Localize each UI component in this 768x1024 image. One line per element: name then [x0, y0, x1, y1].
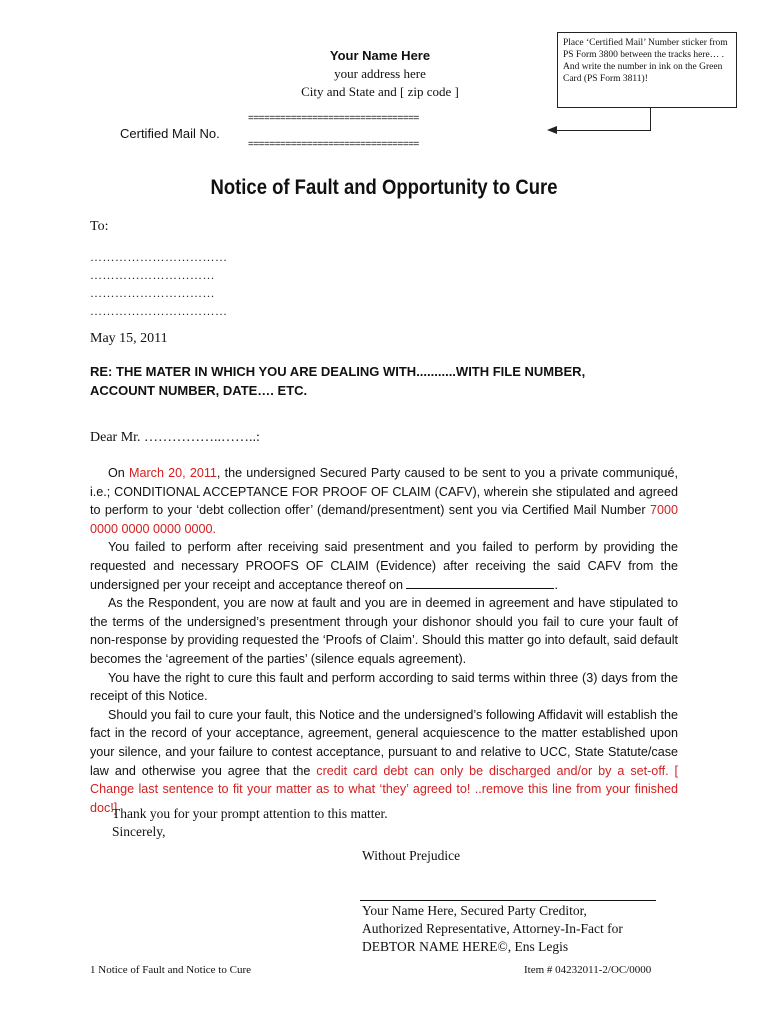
signature-line-2: Authorized Representative, Attorney-In-Fact for — [362, 921, 623, 936]
sender-city-state-zip: City and State and [ zip code ] — [301, 84, 459, 99]
signature-line-1: Your Name Here, Secured Party Creditor, — [362, 903, 587, 918]
p2-text: You failed to perform after receiving said presentment and you failed to perform by providing the requested and necessary PROOFS OF CLAIM (Evidence) after receiving the said CAFV from the undersigned per your receipt and acceptance thereof on — [90, 540, 678, 592]
p1-certified-number: 7000 0000 0000 0000 0000. — [90, 503, 678, 536]
letter-body — [90, 464, 678, 817]
body-paragraph-4: You have the right to cure this fault and perform according to said terms within three (3) days from the receipt of this Notice. — [90, 670, 678, 704]
recipient-line: …………………………… — [90, 304, 228, 318]
page-title: Notice of Fault and Opportunity to Cure — [210, 176, 558, 199]
p1-text-b: , the undersigned Secured Party caused to be sent to you a private communiqué, i.e.; CONDITIONAL ACCEPTANCE FOR PROOF OF CLAIM (CAFV), wherein she stipulated and agreed to perform to your ‘debt collection offer’ (demand/presentment) sent you via Certified Mail Number — [90, 466, 678, 518]
certified-mail-label: Certified Mail No. — [120, 126, 220, 141]
without-prejudice: Without Prejudice — [362, 848, 461, 863]
closing-block — [112, 805, 388, 841]
certified-mail-track-top: ================================ — [248, 113, 419, 124]
p1-text-a: On — [108, 466, 129, 480]
receipt-date-blank — [406, 576, 554, 589]
certified-mail-note-box — [557, 32, 737, 108]
note-connector-horizontal — [557, 130, 651, 131]
recipient-line: ………………………… — [90, 268, 215, 282]
letter-date: May 15, 2011 — [90, 331, 168, 346]
closing-sincerely: Sincerely, — [112, 824, 166, 839]
sender-name: Your Name Here — [329, 48, 431, 63]
body-paragraph-1 — [90, 464, 678, 538]
recipient-label: To: — [90, 219, 109, 234]
recipient-line: …………………………… — [90, 250, 228, 264]
body-paragraph-2: You failed to perform after receiving said presentment and you failed to perform by providing the requested and necessary PROOFS OF CLAIM (Evidence) after receiving the said CAFV from the undersigned per your receipt and acceptance thereof on . — [90, 540, 678, 592]
note-connector-vertical — [650, 108, 651, 130]
certified-mail-track-bottom: ================================ — [248, 139, 419, 150]
p5-red-instruction: credit card debt can only be discharged and/or by a set-off. [ Change last sentence to fit your matter as to what ‘they’ agreed to! ..remove this line from your finished doc!] — [90, 763, 679, 815]
re-line: RE: THE MATER IN WHICH YOU ARE DEALING WITH...........WITH FILE NUMBER, ACCOUNT NUMBER, DATE…. ETC. — [90, 364, 586, 398]
footer-right: Item # 04232011-2/OC/0000 — [524, 964, 652, 976]
note-box-text: Place ‘Certified Mail’ Number sticker from PS Form 3800 between the tracks here… . And write the number in ink on the Green Card (PS Form 3811)! — [563, 38, 728, 84]
sender-address: your address here — [334, 66, 426, 81]
recipient-line: ………………………… — [90, 286, 215, 300]
body-paragraph-5 — [90, 706, 678, 818]
p5-text: Should you fail to cure your fault, this Notice and the undersigned’s following Affidavit will establish the fact in the record of your acceptance, agreement, general acquiescence to the matter established upon your silence, and your failure to contest acceptance, pursuant to and relative to UCC, State Statute/case law and otherwise you agree that the — [90, 707, 678, 778]
arrow-left-icon — [547, 126, 557, 134]
p1-date: March 20, 2011 — [128, 466, 217, 480]
sender-block — [230, 47, 530, 101]
signature-block — [362, 902, 623, 956]
closing-thanks: Thank you for your prompt attention to this matter. — [112, 806, 388, 821]
signature-line — [360, 900, 656, 901]
signature-line-3: DEBTOR NAME HERE©, Ens Legis — [362, 939, 569, 954]
footer-left: 1 Notice of Fault and Notice to Cure — [90, 964, 251, 976]
salutation: Dear Mr. ……………..……..: — [90, 430, 260, 445]
body-paragraph-3: As the Respondent, you are now at fault and you are in deemed in agreement and have stipulated to the terms of the undersigned’s presentment through your dishonor should you fail to cure your fault of non-response by providing requested the ‘Proofs of Claim’. Should this matter go into default, said default becomes the ‘agreement of the parties’ (silence equals agreement). — [90, 596, 678, 666]
